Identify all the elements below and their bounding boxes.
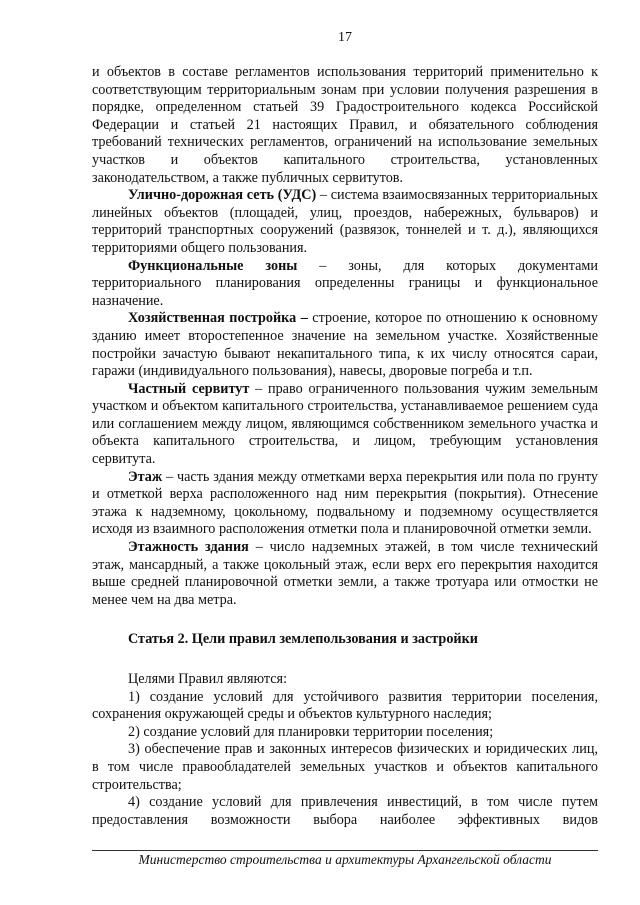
term: Частный сервитут <box>128 380 250 397</box>
definition-private-servitude: Частный сервитут – право ограниченного пользования чужим земельным участком и объектом капитального строительства, устанавливаемое решением суда или соглашением между лицом, являющимся собственником земельного участка и объекта капитального строительства, и лицом, требующим установления сервитута. <box>92 380 598 468</box>
term: Улично-дорожная сеть (УДС) <box>128 187 317 204</box>
footer-divider <box>92 850 598 851</box>
document-page <box>92 0 598 905</box>
page-number: 17 <box>338 30 352 45</box>
goal-item: 1) создание условий для устойчивого развития территории поселения, сохранения окружающей среды и объектов культурного наследия; <box>92 688 598 723</box>
definition-uds: Улично-дорожная сеть (УДС) – система взаимосвязанных территориальных линейных объектов (площадей, улиц, проездов, набережных, бульваров) и территорий транспортных сооружений (развязок, тоннелей и т. д.), являющихся территориями общего пользования. <box>92 187 598 256</box>
definition-number-of-floors: Этажность здания – число надземных этажей, в том числе технический этаж, мансардный, а также цокольный этаж, если верх его перекрытия находится выше средней планировочной отметки земли, а также тротуара или отмостки не менее чем на два метра. <box>92 539 598 608</box>
definition-outbuilding: Хозяйственная постройка – строение, которое по отношению к основному зданию имеет второстепенное значение на земельном участке. Хозяйственные постройки зачастую бывают некапитального типа, к их числу относятся сараи, гаражи (индивидуального пользования), навесы, дворовые погреба и т.п. <box>92 310 598 380</box>
term: Этаж <box>128 468 163 485</box>
definition-functional-zones: Функциональные зоны – зоны, для которых документами территориального планирования определенны границы и функциональное назначение. <box>92 257 598 309</box>
paragraph-continuation: и объектов в составе регламентов использования территорий применительно к соответствующим территориальным зонам при условии получения разрешения в порядке, определенном статьей 39 Градостроительного кодекса Российской Федерации и статьей 21 настоящих Правил, и обязательного соблюдения требований технических регламентов, ограничений на использование земельных участков и объектов капитального строительства, установленных законодательством, а также публичных сервитутов. <box>92 64 598 186</box>
goal-item: 4) создание условий для привлечения инвестиций, в том числе путем предоставления возможности выбора наиболее эффективных видов <box>92 794 598 828</box>
goal-item: 2) создание условий для планировки территории поселения; <box>128 723 494 740</box>
page-footer: Министерство строительства и архитектуры Архангельской области <box>138 852 552 867</box>
term: Этажность здания <box>128 539 249 556</box>
goals-intro: Целями Правил являются: <box>128 671 288 687</box>
term: Функциональные зоны <box>128 257 298 274</box>
article-heading: Статья 2. Цели правил землепользования и застройки <box>128 631 478 648</box>
document-body <box>92 64 598 829</box>
goal-item: 3) обеспечение прав и законных интересов физических и юридических лиц, в том числе правообладателей земельных участков и объектов капитального строительства; <box>92 741 598 793</box>
term: Хозяйственная постройка – <box>128 310 308 327</box>
definition-floor: Этаж – часть здания между отметками верха перекрытия или пола по грунту и отметкой верха расположенного над ним перекрытия (покрытия). Отнесение этажа к надземному, цокольному, подвальному и подземному осуществляется исходя из взаимного расположения отметки пола и планировочной отметки земли. <box>92 468 598 538</box>
